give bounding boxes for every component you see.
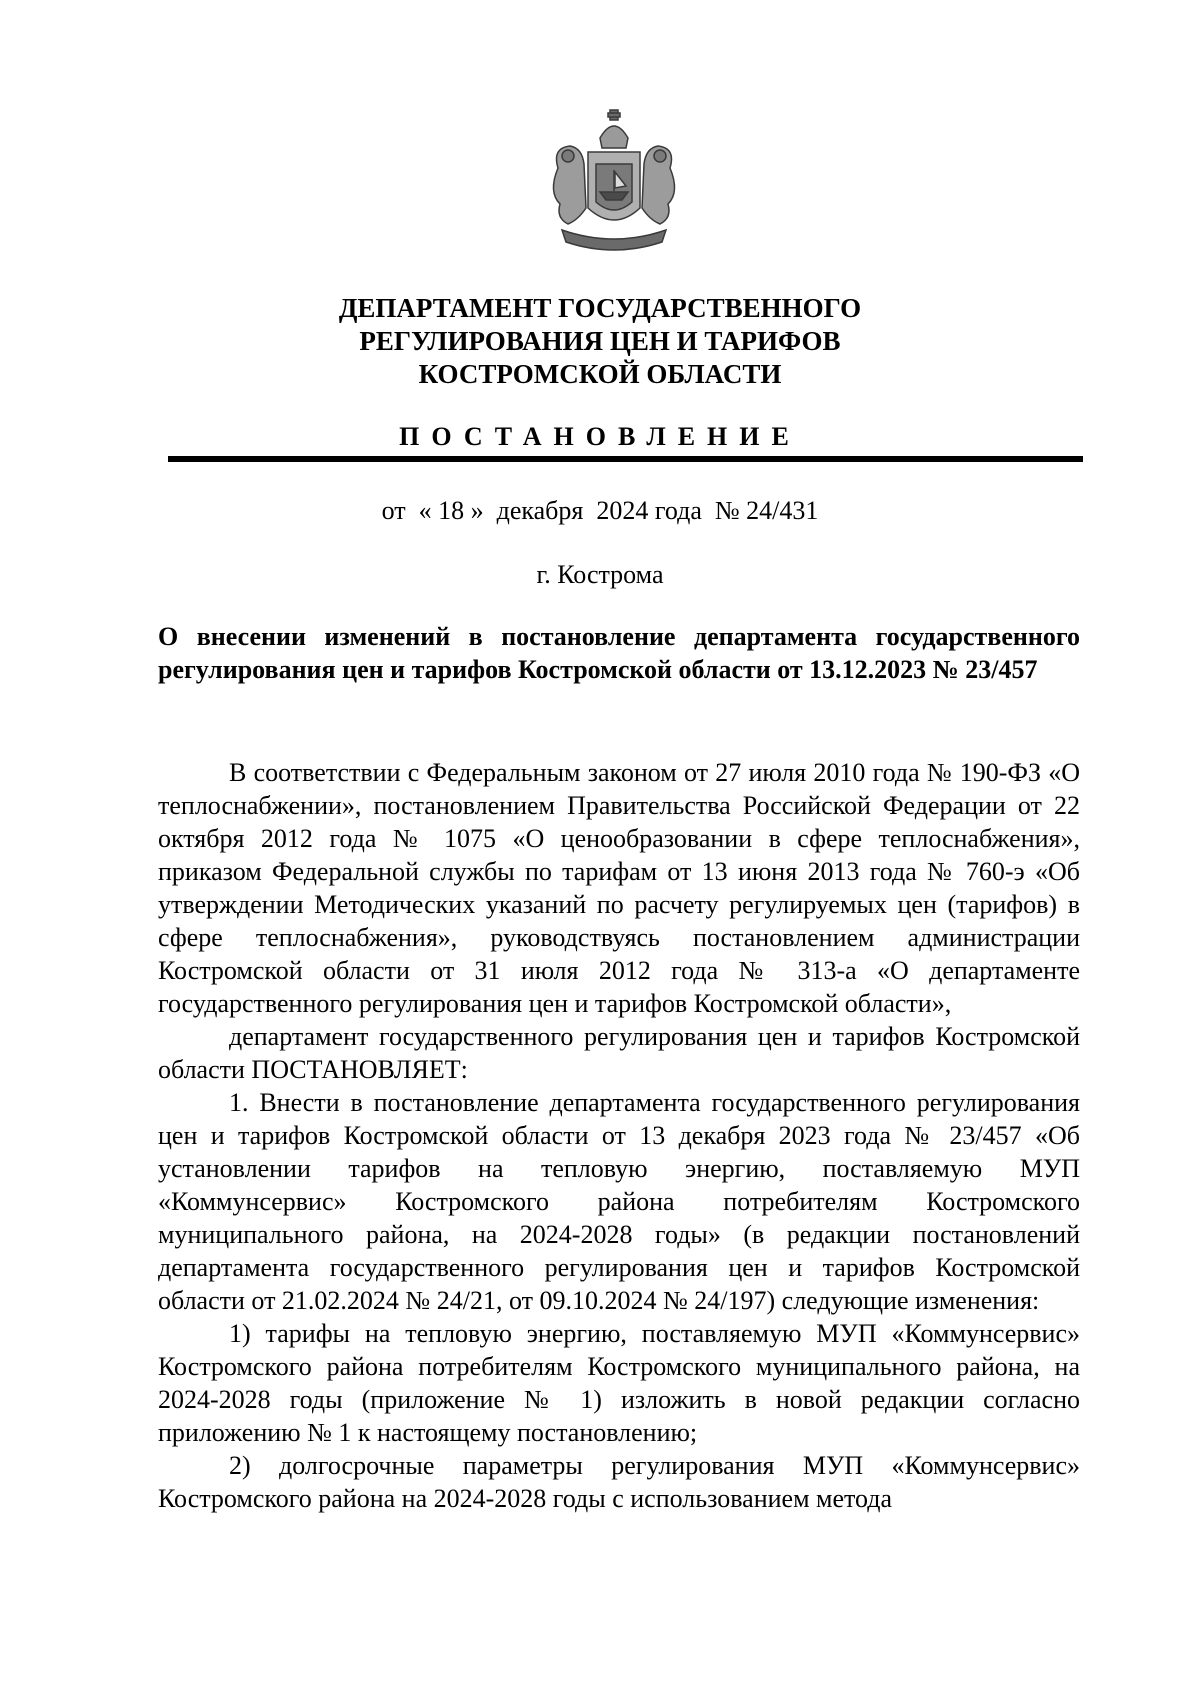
body-paragraph: В соответствии с Федеральным законом от 27 июля 2010 года № 190-ФЗ «О теплоснабжении», постановлением Правительства Российской Федерации от 22 октября 2012 года № 1075 «О ценообразовании в сфере теплоснабжения», приказом Федеральной службы по тарифам от 13 июня 2013 года № 760-э «Об утверждении Методических указаний по расчету регулируемых цен (тарифов) в сфере теплоснабжения», руководствуясь постановлением администрации Костромской области от 31 июля 2012 года № 313-а «О департаменте государственного регулирования цен и тарифов Костромской области», xyxy=(158,758,1080,1018)
document-date-number: от « 18 » декабря 2024 года № 24/431 xyxy=(381,496,819,525)
subject-line: О внесении изменений в постановление департамента государственного xyxy=(158,622,1080,651)
body-paragraph: 2) долгосрочные параметры регулирования МУП «Коммунсервис» Костромского района на 2024-2028 годы с использованием метода xyxy=(158,1451,1080,1513)
document-body xyxy=(158,756,1080,1515)
department-name-line: ДЕПАРТАМЕНТ ГОСУДАРСТВЕННОГО xyxy=(338,293,862,323)
subject-line: регулирования цен и тарифов Костромской области от 13.12.2023 № 23/457 xyxy=(158,655,1038,684)
department-name xyxy=(160,292,1040,391)
body-paragraph: департамент государственного регулирования цен и тарифов Костромской области ПОСТАНОВЛЯЕТ: xyxy=(158,1022,1080,1084)
document-city: г. Кострома xyxy=(536,560,664,589)
document-type-heading: ПОСТАНОВЛЕНИЕ xyxy=(399,422,801,451)
body-paragraph: 1) тарифы на тепловую энергию, поставляемую МУП «Коммунсервис» Костромского района потребителям Костромского муниципального района, на 2024-2028 годы (приложение № 1) изложить в новой редакции согласно приложению № 1 к настоящему постановлению; xyxy=(158,1319,1080,1447)
department-name-line: КОСТРОМСКОЙ ОБЛАСТИ xyxy=(418,359,782,389)
coat-of-arms-icon xyxy=(538,108,690,260)
body-paragraph: 1. Внести в постановление департамента государственного регулирования цен и тарифов Костромской области от 13 декабря 2023 года № 23/457 «Об установлении тарифов на тепловую энергию, поставляемую МУП «Коммунсервис» Костромского района потребителям Костромского муниципального района, на 2024-2028 годы» (в редакции постановлений департамента государственного регулирования цен и тарифов Костромской области от 21.02.2024 № 24/21, от 09.10.2024 № 24/197) следующие изменения: xyxy=(158,1088,1080,1315)
header-divider xyxy=(168,456,1083,462)
department-name-line: РЕГУЛИРОВАНИЯ ЦЕН И ТАРИФОВ xyxy=(359,326,841,356)
document-subject xyxy=(158,620,1080,686)
